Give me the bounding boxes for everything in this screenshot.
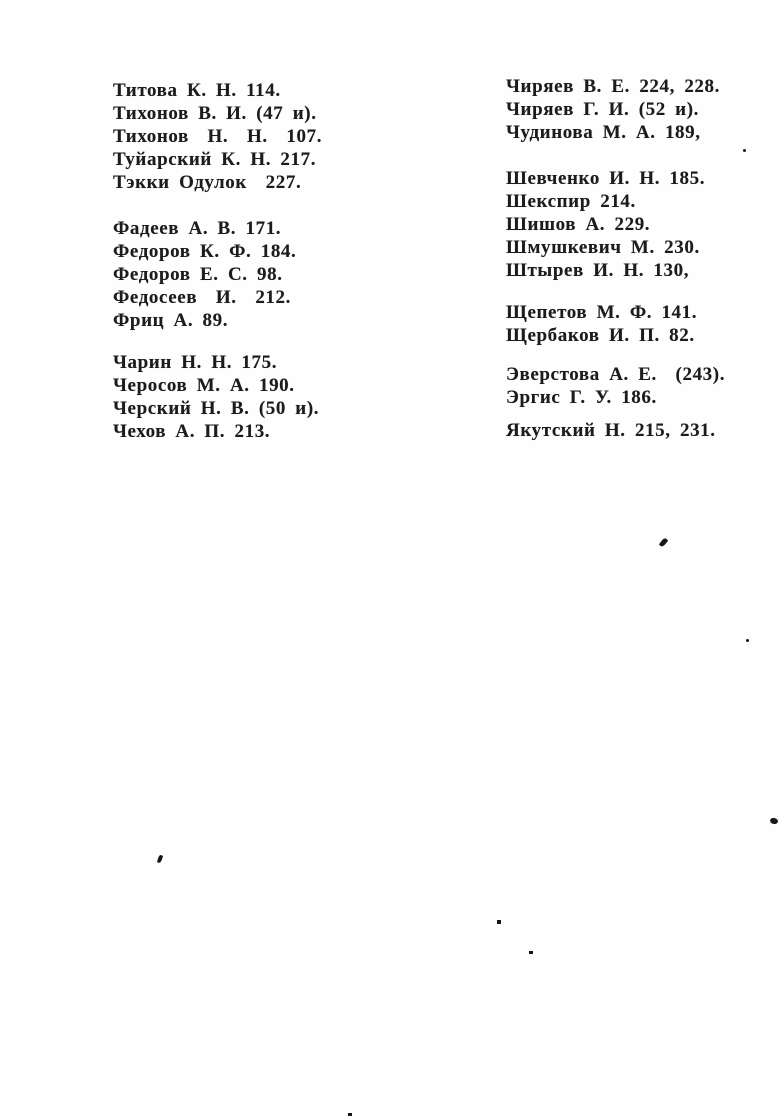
index-entry: Шишов А. 229. xyxy=(506,214,651,235)
index-entry: Фадеев А. В. 171. xyxy=(113,218,282,239)
index-group-Ч xyxy=(113,351,322,443)
index-group-Щ xyxy=(506,301,725,347)
index-entry: Шмушкевич М. 230. xyxy=(506,237,700,258)
scan-speck xyxy=(348,1113,352,1116)
index-entry: Штырев И. Н. 130, xyxy=(506,260,690,281)
index-entry: Черосов М. А. 190. xyxy=(113,375,295,396)
scan-speck xyxy=(746,639,749,642)
index-group-Э xyxy=(506,363,725,409)
index-entry: Эргис Г. У. 186. xyxy=(506,387,657,408)
index-group-Т xyxy=(113,79,322,194)
index-entry: Фриц А. 89. xyxy=(113,310,229,331)
index-entry: Тихонов Н. Н. 107. xyxy=(113,126,323,147)
index-entry: Чарин Н. Н. 175. xyxy=(113,352,278,373)
scan-speck xyxy=(769,817,778,825)
index-entry: Чудинова М. А. 189, xyxy=(506,122,701,143)
index-entry: Титова К. Н. 114. xyxy=(113,80,281,101)
scan-speck xyxy=(529,951,533,954)
index-entry: Федоров Е. С. 98. xyxy=(113,264,283,285)
index-group-Ш xyxy=(506,167,725,282)
index-entry: Якутский Н. 215, 231. xyxy=(506,420,716,441)
index-entry: Тэкки Одулок 227. xyxy=(113,172,302,193)
scan-speck xyxy=(157,855,163,864)
index-entry: Щербаков И. П. 82. xyxy=(506,325,695,346)
index-entry: Шекспир 214. xyxy=(506,191,636,212)
index-entry: Черский Н. В. (50 и). xyxy=(113,398,320,419)
index-entry: Чиряев Г. И. (52 и). xyxy=(506,99,700,120)
index-column-right xyxy=(506,75,725,442)
index-entry: Чехов А. П. 213. xyxy=(113,421,271,442)
index-entry: Федоров К. Ф. 184. xyxy=(113,241,297,262)
index-group-Ч xyxy=(506,75,725,144)
index-entry: Щепетов М. Ф. 141. xyxy=(506,302,698,323)
index-group-Я xyxy=(506,419,725,442)
index-entry: Тихонов В. И. (47 и). xyxy=(113,103,317,124)
index-group-Ф xyxy=(113,217,322,332)
index-entry: Туйарский К. Н. 217. xyxy=(113,149,317,170)
index-entry: Федосеев И. 212. xyxy=(113,287,291,308)
scan-speck xyxy=(743,149,746,152)
index-entry: Чиряев В. Е. 224, 228. xyxy=(506,76,720,97)
scan-speck xyxy=(659,537,668,547)
index-entry: Эверстова А. Е. (243). xyxy=(506,364,726,385)
scan-speck xyxy=(497,920,501,924)
index-column-left xyxy=(113,79,322,443)
index-entry: Шевченко И. Н. 185. xyxy=(506,168,706,189)
